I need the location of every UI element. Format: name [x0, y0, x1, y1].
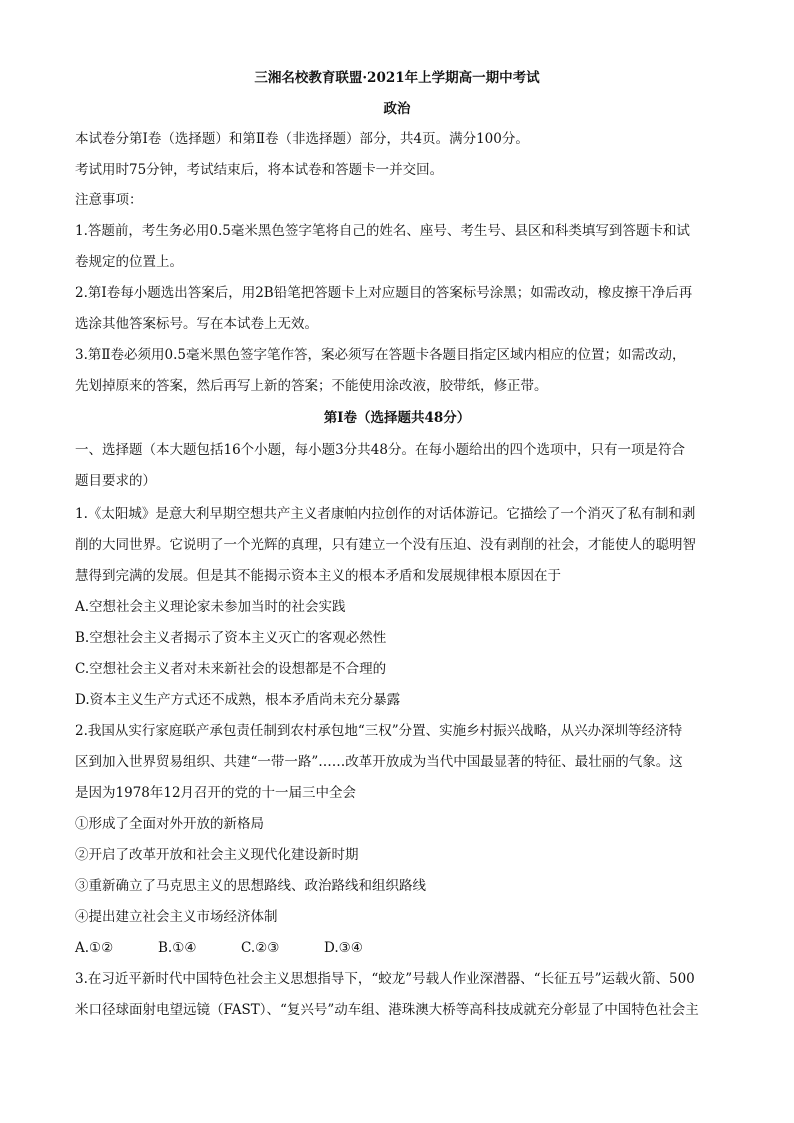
note-2-line-a: 2.第Ⅰ卷每小题选出答案后，用2B铅笔把答题卡上对应题目的答案标号涂黑；如需改动，橡皮擦干净后再: [75, 285, 693, 301]
section-1-title: 第Ⅰ卷（选择题共48分）: [323, 410, 471, 426]
exam-title: 三湘名校教育联盟·2021年上学期高一期中考试: [254, 70, 540, 86]
question-2-choice-c: C.②③: [241, 940, 280, 956]
note-3-line-b: 先划掉原来的答案，然后再写上新的答案；不能使用涂改液，胶带纸，修正带。: [75, 378, 548, 394]
question-1-stem-a: 1.《太阳城》是意大利早期空想共产主义者康帕内拉创作的对话体游记。它描绘了一个消灭了私有制和剥: [75, 506, 696, 522]
note-1-line-b: 卷规定的位置上。: [75, 254, 183, 270]
question-2-item-4: ④提出建立社会主义市场经济体制: [75, 909, 278, 925]
question-2-choice-d: D.③④: [324, 940, 363, 956]
question-1-option-a: A.空想社会主义理论家未参加当时的社会实践: [75, 599, 346, 615]
note-1-line-a: 1.答题前，考生务必用0.5毫米黑色签字笔将自己的姓名、座号、考生号、县区和科类填写到答题卡和试: [75, 223, 690, 239]
question-2-stem-c: 是因为1978年12月召开的党的十一届三中全会: [75, 785, 357, 801]
question-2-item-3: ③重新确立了马克思主义的思想路线、政治路线和组织路线: [75, 878, 426, 894]
intro-line-1: 本试卷分第Ⅰ卷（选择题）和第Ⅱ卷（非选择题）部分，共4页。满分100分。: [75, 131, 529, 147]
section-1-instructions-b: 题目要求的）: [75, 473, 156, 489]
question-1-stem-b: 削的大同世界。它说明了一个光辉的真理，只有建立一个没有压迫、没有剥削的社会，才能使人的聪明智: [75, 537, 696, 553]
subject-title: 政治: [383, 101, 411, 117]
question-2-item-1: ①形成了全面对外开放的新格局: [75, 816, 264, 832]
section-1-instructions-a: 一、选择题（本大题包括16个小题，每小题3分共48分。在每小题给出的四个选项中，只有一项是符合: [75, 442, 685, 458]
note-2-line-b: 选涂其他答案标号。写在本试卷上无效。: [75, 316, 318, 332]
question-2-choice-b: B.①④: [158, 940, 197, 956]
question-3-stem-b: 米口径球面射电望远镜（FAST）、“复兴号”动车组、港珠澳大桥等高科技成就充分彰显了中国特色社会主: [75, 1002, 699, 1018]
question-2-choices: [75, 938, 725, 958]
question-1-option-b: B.空想社会主义者揭示了资本主义灭亡的客观必然性: [75, 630, 387, 646]
question-1-stem-c: 慧得到完满的发展。但是其不能揭示资本主义的根本矛盾和发展规律根本原因在于: [75, 568, 561, 584]
question-2-choice-a: A.①②: [75, 940, 114, 956]
note-3-line-a: 3.第Ⅱ卷必须用0.5毫米黑色签字笔作答，案必须写在答题卡各题目指定区域内相应的位置；如需改动，: [75, 347, 686, 363]
question-3-stem-a: 3.在习近平新时代中国特色社会主义思想指导下，“蛟龙”号载人作业深潜器、“长征五号”运载火箭、500: [75, 971, 695, 987]
question-1-option-c: C.空想社会主义者对未来新社会的设想都是不合理的: [75, 661, 387, 677]
notes-title: 注意事项：: [75, 192, 143, 208]
question-2-stem-b: 区到加入世界贸易组织、共建“一带一路”……改革开放成为当代中国最显著的特征、最壮丽的气象。这: [75, 754, 683, 770]
question-1-option-d: D.资本主义生产方式还不成熟，根本矛盾尚未充分暴露: [75, 692, 401, 708]
question-2-stem-a: 2.我国从实行家庭联产承包责任制到农村承包地“三权”分置、实施乡村振兴战略，从兴办深圳等经济特: [75, 723, 683, 739]
question-2-item-2: ②开启了改革开放和社会主义现代化建设新时期: [75, 847, 359, 863]
intro-line-2: 考试用时75分钟，考试结束后，将本试卷和答题卡一并交回。: [75, 162, 444, 178]
